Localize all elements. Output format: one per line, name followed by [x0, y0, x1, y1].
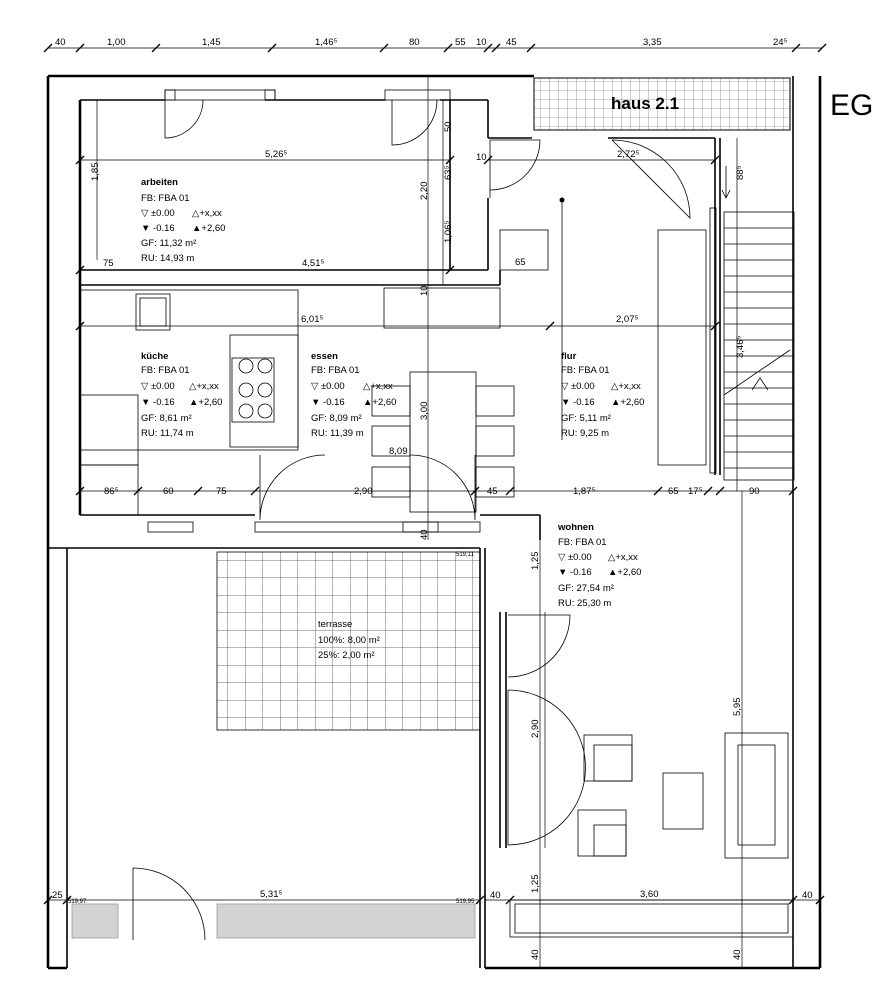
room-flur: [561, 351, 644, 439]
dim-10: 10: [476, 37, 487, 48]
level-51997: 519,97: [68, 899, 87, 905]
room-wohnen: [557, 522, 641, 609]
dim-40-bot-b: 40: [802, 890, 813, 901]
dim-1065: 1,06⁵: [443, 220, 454, 243]
dim-45: 45: [506, 37, 517, 48]
dim-145: 1,45: [202, 37, 221, 48]
svg-text:▲+2,60: ▲+2,60: [363, 397, 397, 408]
house-label: haus 2.1: [611, 94, 680, 113]
dim-65-b: 65: [668, 486, 679, 497]
svg-text:▲+2,60: ▲+2,60: [608, 567, 642, 578]
room-level2: -0.16: [153, 223, 175, 234]
svg-text:▲+2,60: ▲+2,60: [192, 223, 226, 234]
svg-text:▽ ±0.00: ▽ ±0.00: [311, 381, 345, 392]
dim-40-v3: 40: [732, 949, 743, 960]
dim-40-v2: 40: [530, 949, 541, 960]
room-name: essen: [311, 351, 338, 362]
dim-3465: 3,46⁵: [735, 335, 746, 358]
room-level2b: +2,60: [198, 397, 223, 408]
dim-175: 17⁵: [688, 486, 703, 497]
dim-809: 8,09: [389, 446, 408, 457]
room-level2b: +2,60: [620, 397, 645, 408]
svg-text:▽ ±0.00: ▽ ±0.00: [141, 381, 175, 392]
dim-10-v: 10: [419, 285, 430, 296]
svg-text:▼ -0.16: ▼ -0.16: [558, 567, 592, 578]
room-ru: RU: 11,39 m: [311, 428, 364, 439]
dim-245: 24⁵: [773, 37, 788, 48]
room-level1b: +x,xx: [196, 381, 219, 392]
dim-60: 60: [163, 486, 174, 497]
dim-5315: 5,31⁵: [260, 889, 283, 900]
dim-55: 55: [455, 37, 466, 48]
room-gf: GF: 8,09 m²: [311, 413, 362, 424]
room-name: wohnen: [558, 522, 594, 533]
dim-220: 2,20: [419, 181, 430, 200]
dim-335: 3,35: [643, 37, 662, 48]
dim-635: 63⁵: [443, 165, 454, 180]
svg-text:▲+2,60: ▲+2,60: [189, 397, 223, 408]
room-level2: -0.16: [153, 397, 175, 408]
room-fb: FB: FBA 01: [558, 537, 607, 548]
terrasse-name: terrasse: [318, 619, 353, 630]
room-gf: GF: 5,11 m²: [561, 413, 611, 424]
room-fb: FB: FBA 01: [141, 193, 190, 204]
room-fb: FB: FBA 01: [141, 365, 190, 376]
svg-text:▲+2,60: ▲+2,60: [611, 397, 645, 408]
dim-75-left: 75: [103, 258, 114, 269]
room-level1: ±0.00: [567, 552, 592, 563]
dim-146: 1,46⁵: [315, 37, 338, 48]
room-name: flur: [561, 351, 577, 362]
svg-text:△+x,xx: △+x,xx: [611, 381, 641, 392]
room-level2b: +2,60: [372, 397, 397, 408]
room-level2: -0.16: [570, 567, 592, 578]
windows: [148, 90, 480, 532]
room-level1b: +x,xx: [370, 381, 393, 392]
svg-text:△+x,xx: △+x,xx: [189, 381, 219, 392]
dim-595: 5,95: [732, 697, 743, 716]
dim-300: 3,00: [419, 401, 430, 420]
room-gf: GF: 11,32 m²: [141, 238, 197, 249]
room-gf: GF: 8,61 m²: [141, 413, 192, 424]
room-kueche: [141, 351, 222, 439]
room-level1: ±0.00: [150, 208, 175, 219]
svg-text:▽ ±0.00: ▽ ±0.00: [558, 552, 592, 563]
dim-185: 1,85: [90, 162, 101, 181]
dim-6015: 6,01⁵: [301, 314, 324, 325]
room-fb: FB: FBA 01: [311, 365, 360, 376]
room-level1b: +x,xx: [618, 381, 641, 392]
dim-40-v1: 40: [419, 529, 430, 540]
svg-text:△+x,xx: △+x,xx: [363, 381, 393, 392]
room-level1b: +x,xx: [199, 208, 222, 219]
dim-100: 1,00: [107, 37, 126, 48]
svg-text:▼ -0.16: ▼ -0.16: [311, 397, 345, 408]
room-ru: RU: 9,25 m: [561, 428, 610, 439]
svg-text:▽ ±0.00: ▽ ±0.00: [141, 208, 175, 219]
dim-arbeiten-width: 5,26⁵: [265, 149, 288, 160]
room-gf: GF: 27,54 m²: [558, 583, 614, 594]
room-ru: RU: 25,30 m: [558, 598, 612, 609]
room-name: küche: [141, 351, 169, 362]
room-fb: FB: FBA 01: [561, 365, 610, 376]
room-level2b: +2,60: [617, 567, 642, 578]
svg-text:△+x,xx: △+x,xx: [192, 208, 222, 219]
room-level2b: +2,60: [201, 223, 226, 234]
dim-360: 3,60: [640, 889, 659, 900]
svg-text:▼ -0.16: ▼ -0.16: [141, 223, 175, 234]
svg-text:▽ ±0.00: ▽ ±0.00: [561, 381, 595, 392]
dim-1875: 1,87⁵: [573, 486, 596, 497]
dim-65-cab: 65: [515, 257, 526, 268]
room-level1: ±0.00: [320, 381, 345, 392]
top-dimension-chain: [44, 37, 826, 52]
dim-25: 25: [52, 890, 63, 901]
svg-text:▼ -0.16: ▼ -0.16: [561, 397, 595, 408]
dim-40: 40: [55, 37, 66, 48]
dim-290-v: 2,90: [530, 719, 541, 738]
room-ru: RU: 11,74 m: [141, 428, 194, 439]
dim-75-b: 75: [216, 486, 227, 497]
dim-2725: 2,72⁵: [617, 149, 640, 160]
svg-text:▼ -0.16: ▼ -0.16: [141, 397, 175, 408]
dim-50: 50: [443, 121, 454, 132]
dim-125-b: 1,25: [530, 874, 541, 893]
room-level1b: +x,xx: [615, 552, 638, 563]
dim-290-b: 2,90: [354, 486, 373, 497]
dim-90: 90: [749, 486, 760, 497]
room-level2: -0.16: [323, 397, 345, 408]
dim-125-a: 1,25: [530, 551, 541, 570]
room-arbeiten: [141, 177, 225, 264]
room-ru: RU: 14,93 m: [141, 253, 195, 264]
terrasse-25: 25%: 2,00 m²: [318, 650, 375, 661]
dim-865: 86⁵: [104, 486, 119, 497]
level-51911: 519,11: [456, 552, 474, 558]
staircase: [722, 166, 794, 480]
terrasse-100: 100%: 8,00 m²: [318, 635, 380, 646]
room-level1: ±0.00: [150, 381, 175, 392]
dim-45-b: 45: [487, 486, 498, 497]
dim-2075: 2,07⁵: [616, 314, 639, 325]
dim-10-flur: 10: [476, 152, 487, 163]
dim-4515: 4,51⁵: [302, 258, 325, 269]
dim-80: 80: [409, 37, 420, 48]
dim-885: 88⁵: [735, 165, 746, 180]
dim-40-bot-a: 40: [490, 890, 501, 901]
level-51995: 519,95: [456, 899, 475, 905]
floor-label: EG: [830, 89, 874, 122]
svg-text:△+x,xx: △+x,xx: [608, 552, 638, 563]
room-name: arbeiten: [141, 177, 178, 188]
room-level2: -0.16: [573, 397, 595, 408]
room-level1: ±0.00: [570, 381, 595, 392]
